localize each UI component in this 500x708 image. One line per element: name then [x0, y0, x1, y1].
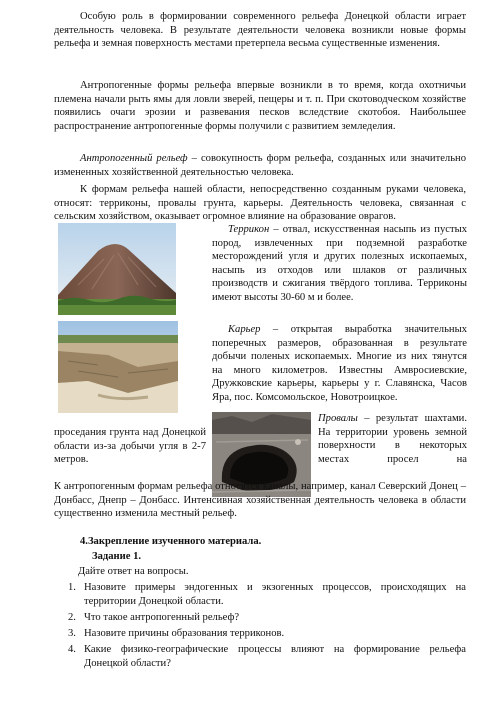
terrikon-text: – отвал, искусственная насыпь из пустых пород, извлеченных при подземной разработке месторождений угля и других полезных ископаемых, насыпь из отходов или шлаков от различных производств и сжигания твёрдого топлива. Терриконы имеют высоты 30-60 м и более. [212, 224, 467, 303]
definition-text: – совокупность форм рельефа, созданных или значительно измененных хозяйственной деятельностью человека. [54, 153, 466, 178]
paragraph-forms: К формам рельефа нашей области, непосредственно созданным руками человека, относят: терриконы, провалы грунта, карьеры. Деятельность человека, связанная с сельским хозяйством, оказывает огромное влияние на образование оврагов. [54, 184, 466, 223]
paragraph-history: Антропогенные формы рельефа впервые возникли в то время, когда охотничьи племена начали рыть ямы для ловли зверей, пещеры и т. п. При скотоводческом хозяйстве появились очаги эрозии и развевания песков вследствие скотобоя. Наибольшее распространение антропогенные формы получили с развитием земледелия. [54, 80, 466, 132]
terrikon-photo [58, 223, 176, 315]
term-provaly: Провалы [318, 413, 358, 424]
task-title: Задание 1. [92, 551, 142, 562]
document-page: Особую роль в формировании современного рельефа Донецкой области играет деятельность человека. В результате деятельности человека возникли новые формы рельефа и земная поверхность местами претерпела весьма существенные изменения. Антропогенные формы рельефа впервые возникли в то время, когда охотничьи племена начали рыть ямы для ловли зверей, пещеры и т. п. При скотоводческом хозяйстве появились очаги эрозии и развевания песков вследствие скотобоя. Наибольшее распространение антропогенные формы получили с развитием земледелия. Антропогенный рельеф – совокупность форм рельефа, созданных или значительно измененных хозяйственной деятельностью человека. К формам рельефа нашей области, непосредственно созданным руками человека, относят: терриконы, провалы грунта, карьеры. Деятельность человека, связанная с сельским хозяйством, оказывает огромное влияние на образование оврагов. Террикон – отвал, искусственная насыпь из пустых пород, извлеченных при подземной разработке месторождений угля и других полезных ископаемых, насыпь из отходов или шлаков от различных производств и сжигания твёрдого топлива. Терриконы имеют высоты 30-60 м и более. Карьер – открытая выработка значительных поперечных размеров, образованная в результате добычи поленых ископаемых. Многие из них тянутся на много километров. Известны Амвросиевские, Дружковские карьеры, карьеры у г. Славянска, Часов Яра, пос. Комсомольское, Новотроицкое. Провалы – результат шахтами. На территории уровень земной поверхности в некоторых местах просел на проседания грунта над Донецкой области из-за добычи угля в 2-7 метров. К антропогенным формам рельефа относятся каналы, например, канал Северский Донец – Донбасс, Днепр – Донбасс. Интенсивная хозяйственная деятельность человека в области существенно изменила местный рельеф. 4.Закрепление изученного материала. Задание 1. Дайте ответ на вопросы. 1. Назовите примеры эндогенных и экзогенных процессов, происходящих на территории Донецкой области. 2. Что такое антропогенный рельеф? 3. Назовите причины образования терриконов. 4. Какие физико-географические процессы влияют на формирование рельефа Донецкой области? [54, 11, 467, 669]
term-anthropogenic-relief: Антропогенный рельеф [80, 153, 188, 164]
karyer-text: – открытая выработка значительных поперечных размеров, образованная в результате добычи поленых ископаемых. Многие из них тянутся на много километров. Известны Амвросиевские, Дружковские карьеры, карьеры у г. Славянска, Часов Яра, пос. Комсомольское, Новотроицкое. [212, 324, 467, 403]
section-title: 4.Закрепление изученного материала. [80, 536, 262, 547]
paragraph-definition [54, 152, 466, 179]
paragraph-canals: К антропогенным формам рельефа относятся каналы, например, канал Северский Донец – Донбасс, Днепр – Донбасс. Интенсивная хозяйственная деятельность человека в области существенно изменила местный рельеф. [54, 481, 466, 520]
term-karyer: Карьер [228, 324, 261, 335]
term-terrikon: Террикон [228, 224, 270, 235]
sinkhole-description-right [318, 412, 467, 466]
provaly-right-text: – результат шахтами. На территории уровень земной поверхности в некоторых местах просел на [318, 413, 467, 465]
quarry-photo [58, 321, 178, 413]
sinkhole-description-left: проседания грунта над Донецкой области из-за добычи угля в 2-7 метров. [54, 427, 206, 466]
terrikon-description [212, 223, 467, 305]
paragraph-intro: Особую роль в формировании современного рельефа Донецкой области играет деятельность человека. В результате деятельности человека возникли новые формы рельефа и земная поверхность местами претерпела весьма существенные изменения. [54, 11, 466, 50]
task-intro: Дайте ответ на вопросы. [78, 566, 189, 577]
quarry-description [212, 323, 467, 405]
